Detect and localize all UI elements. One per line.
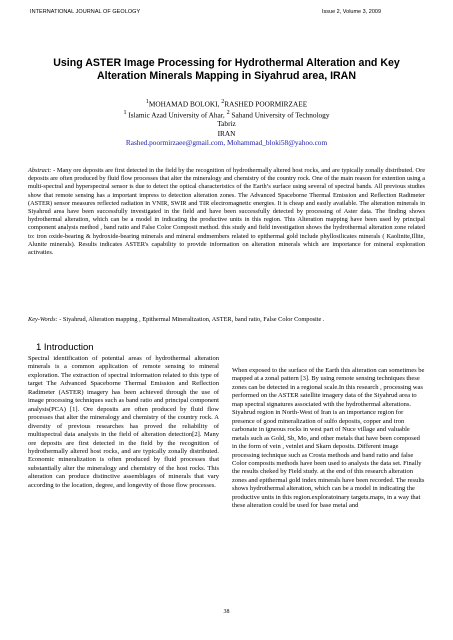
affiliation-1: Islamic Azad University of Ahar,	[126, 110, 227, 120]
author-2-superscript: 2	[221, 99, 225, 105]
affiliation-2: Sahand University of Technology	[229, 110, 330, 120]
introduction-left-text: Spectral identification of potential areas of hydrothermal alteration minerals is a common application of remote sensing to mineral exploration. The extraction of spectral information related to this type of target The Advanced Spaceborne Thermal Emission and Reflection Radimeter (ASTER) imagery has been achieved through the use of image processing techniques such as band ratio and principal component analysis(PCA) [1]. Ore deposits are often produced by fluid flow processes that alter the mineralogy and chemistry of the country rock. A diversity of previous researches has proved the reliability of multispectral data analysis in the field of alteration detection[2]. Many ore deposits are first detected in the field by the recognition of hydrothermally altered host rocks, and are typically zonally distributed. Economic mineralization is often produced by fluid processes that substantially alter the mineralogy and chemistry of the host rocks. This alteration can produce distinctive assemblages of minerals that vary according to the location, degree, and longevity of those flow processes.	[28, 355, 219, 489]
affiliations	[40, 109, 413, 120]
abstract-label: Abstract:	[28, 167, 54, 174]
author-emails: Rashed.poormirzaee@gmail.com, Mohammad_bloki58@yahoo.com	[125, 138, 328, 148]
left-column	[28, 341, 219, 490]
page-number: 38	[223, 609, 230, 615]
section-heading-introduction: 1 Introduction	[36, 342, 94, 353]
affiliation-1-superscript: 1	[123, 109, 127, 116]
abstract-text: - Many ore deposits are first detected in the field by the recognition of hydrothermally altered host rocks, and are typically zonally distributed. Ore deposits are often produced by fluid flow processes that alter the mineralogy and chemistry of the country rock. One of the main reason for extention using a multi-spectral and hyperspectral sensor is due to detect the optical characteristics of the Earth’s surface using several of spectral bands. All previous studies show that remote sensing has a important impress to detection alteration zones. The Advanced Spaceborne Thermal Emission and Reflection Radimeter (ASTER) sensor measures reflected radiation in VNIR, SWIR and TIR electromagnetic energies. It is cheap and easily available. The alteration minerals in Siyahrud area have been successfully investigated in the field and have been successfully detected by processing of Aster data. The finding shows hydrothermal alteration, which can be a model in indicating the productive units in this region. This Alteration mapping have been used by principal component analysis method , band ratio and False Color Composit method. this study and field investigation shows the hydrothermal alteration zone related to: iron oxide-bearing & hydroxide-bearing minerals and mineral endmembers related to epithermal gold include phyllosilicates minerals ( Kaolinite,Illite, Alunite minerals). Results indicates ASTER's capability to provide information on alteration minerals which are importance for mineral exploration activaties.	[28, 167, 425, 257]
author-1-name: MOHAMAD BOLOKI,	[148, 99, 222, 109]
affiliation-2-superscript: 2	[226, 109, 230, 116]
issue-header: Issue 2, Volume 3, 2009	[321, 9, 381, 15]
affiliation-city: Tabriz	[217, 119, 236, 129]
affiliation-country: IRAN	[217, 128, 236, 138]
author-names	[40, 98, 413, 109]
keywords-label: Key-Words:	[28, 316, 58, 323]
abstract	[28, 167, 425, 257]
keywords	[28, 316, 425, 324]
right-column	[232, 367, 425, 511]
keywords-text: - Siyahrud, Alteration mapping , Epithermal Mineralization, ASTER, band ratio, False Color Composite .	[57, 316, 325, 323]
journal-header: INTERNATIONAL JOURNAL OF GEOLOGY	[30, 9, 141, 15]
paper-title: Using ASTER Image Processing for Hydrothermal Alteration and Key Alteration Minerals Mapping in Siyahrud area, IRAN	[53, 57, 400, 82]
introduction-right-text: When exposed to the surface of the Earth this alteration can sometimes be mapped at a zonal pattern [3]. By using remote sensing techniques these zones can be detected in a regional scale.In this research , processing was performed on the ASTER satellite imagery data of the Siyahrud area to map spectral signatures associated with the hydrothermal alterations. Siyahrud region in North-West of Iran is an importance region for presence of good mineralization of sulfo deposits, copper and iron carbonate in igneous rocks in west part of Nuce village and valuable metals such as Gold, Sb, Mo, and other metals that have been composed in the form of vein , veinlet and Skarn deposits. Different image processing technique such as Crosta methods and band ratio and false Color composits methods have been used to analysis the data set. Finally the results cheked by Field study. at the end of this research alteration zones and epithermal gold index minerals have been recorded. The results shows hydrothermal alteration, which can be a model in indicating the productive units in this region.exploratoinary targets.maps, in a way that these alteration could be used for base metal and	[232, 367, 425, 510]
author-1-superscript: 1	[145, 99, 149, 105]
author-2-name: RASHED POORMIRZAEE	[224, 99, 308, 109]
authors-block	[40, 98, 413, 147]
